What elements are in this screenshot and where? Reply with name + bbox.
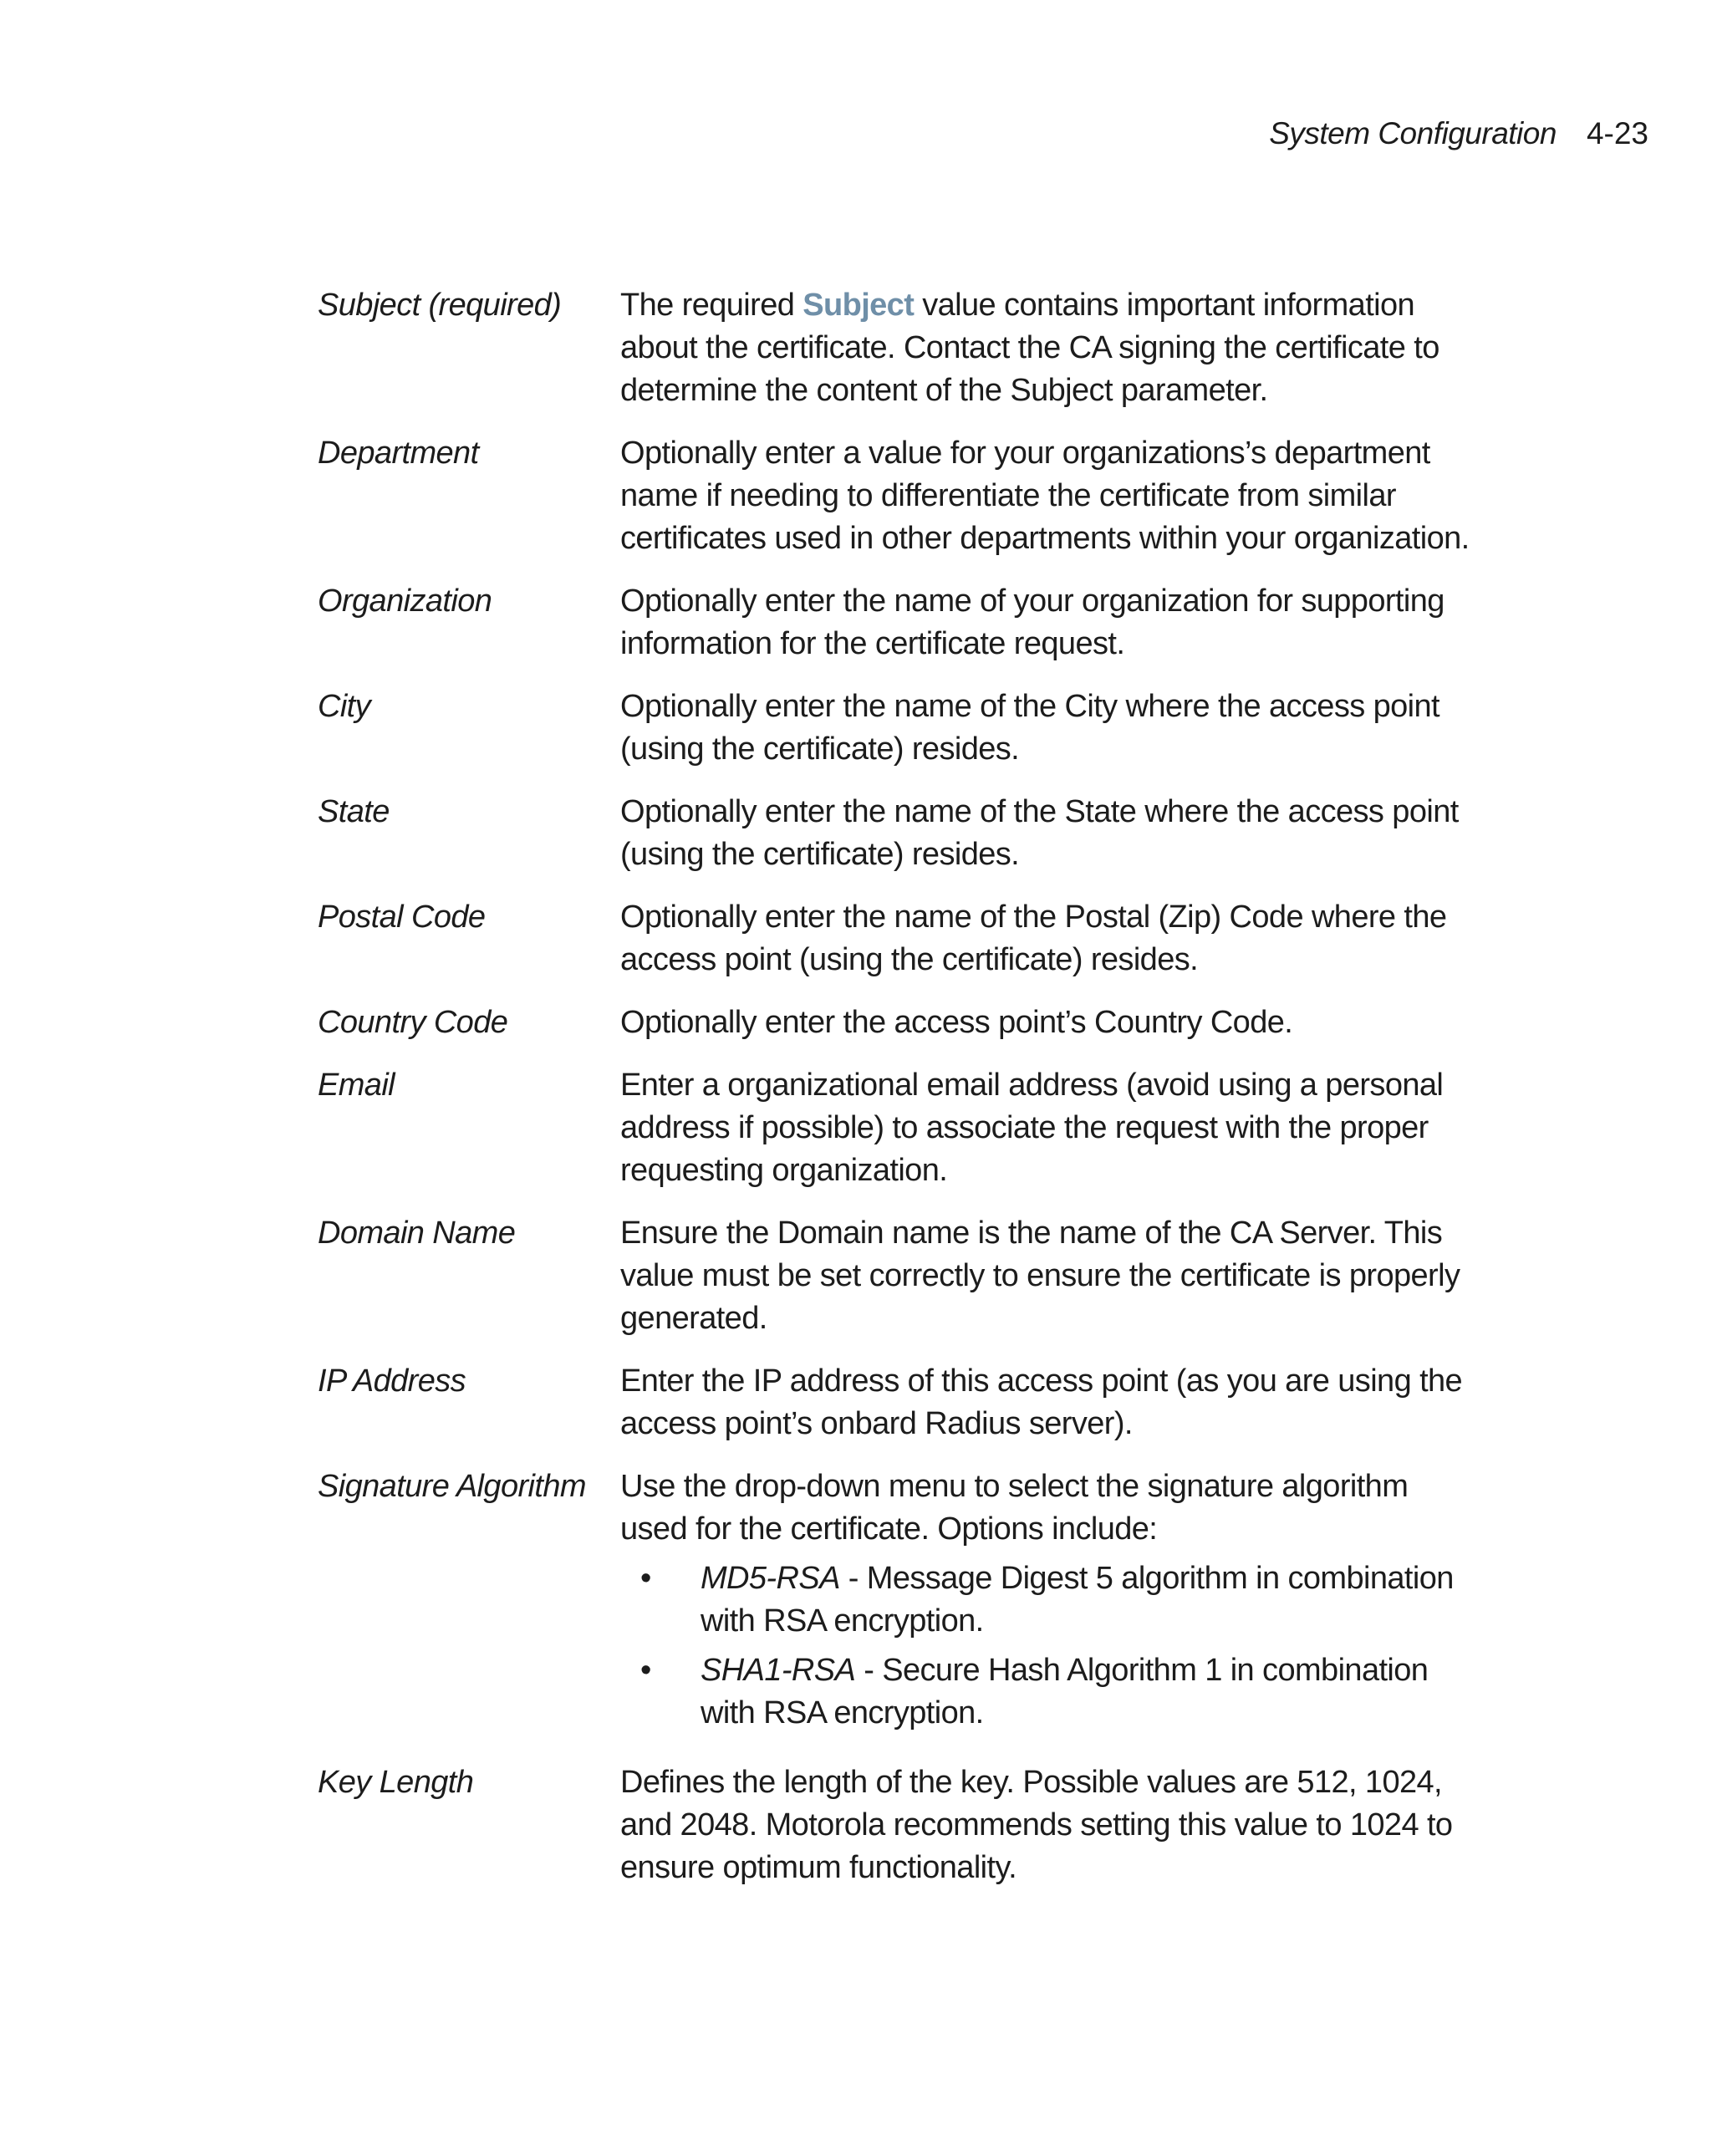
desc-text: The required (620, 288, 803, 323)
param-row-country-code (318, 1002, 1471, 1044)
option-name: SHA1-RSA (701, 1653, 856, 1688)
option-text: - Secure Hash Algorithm 1 in combination with RSA encryption. (701, 1653, 1429, 1730)
param-description: Optionally enter the name of the Postal (Zip) Code where the access point (using the certificate) resides. (620, 900, 1447, 977)
param-row-key-length (318, 1761, 1471, 1889)
param-row-signature-algorithm (318, 1465, 1471, 1741)
param-description: Defines the length of the key. Possible values are 512, 1024, and 2048. Motorola recommends setting this value to 1024 to ensure optimum functionality. (620, 1765, 1453, 1885)
param-row-domain-name (318, 1212, 1471, 1340)
options-list (620, 1557, 1471, 1735)
param-description: Optionally enter the name of the City where the access point (using the certificate) resides. (620, 689, 1439, 767)
param-term: Signature Algorithm (318, 1469, 586, 1504)
param-description (620, 1465, 1471, 1741)
param-term: IP Address (318, 1363, 466, 1399)
section-title: System Configuration (1269, 116, 1557, 150)
param-description: Optionally enter the name of your organization for supporting information for the certificate request. (620, 584, 1444, 661)
param-term: Subject (required) (318, 288, 562, 323)
bullet-icon: • (640, 1653, 651, 1688)
param-term: City (318, 689, 371, 724)
option-text: - Message Digest 5 algorithm in combination with RSA encryption. (701, 1561, 1454, 1639)
subject-highlight: Subject (802, 288, 915, 323)
param-row-organization (318, 580, 1471, 665)
param-description: Ensure the Domain name is the name of the CA Server. This value must be set correctly to ensure the certificate is properly generated. (620, 1216, 1460, 1336)
param-term: Email (318, 1068, 395, 1103)
param-description: Optionally enter the name of the State where the access point (using the certificate) resides. (620, 794, 1459, 872)
option-name: MD5-RSA (701, 1561, 840, 1596)
param-term: State (318, 794, 390, 829)
param-row-subject (318, 284, 1471, 412)
param-row-department (318, 432, 1471, 560)
desc-text: Use the drop-down menu to select the signature algorithm used for the certificate. Options include: (620, 1469, 1409, 1547)
param-row-ip-address (318, 1360, 1471, 1445)
running-header (1269, 114, 1648, 154)
param-term: Domain Name (318, 1216, 516, 1251)
param-description: Enter a organizational email address (avoid using a personal address if possible) to associate the request with the proper requesting organization. (620, 1068, 1444, 1188)
option-md5-rsa (620, 1557, 1471, 1643)
param-row-postal-code (318, 896, 1471, 981)
param-description: Optionally enter the access point’s Country Code. (620, 1005, 1293, 1040)
param-description: Enter the IP address of this access point (as you are using the access point’s onbard Radius server). (620, 1363, 1463, 1441)
param-description (620, 284, 1471, 412)
param-description: Optionally enter a value for your organizations’s department name if needing to differentiate the certificate from similar certificates used in other departments within your organization. (620, 436, 1470, 556)
bullet-icon: • (640, 1561, 651, 1596)
param-row-state (318, 791, 1471, 876)
param-row-email (318, 1064, 1471, 1192)
param-term: Organization (318, 584, 492, 619)
param-term: Key Length (318, 1765, 474, 1800)
option-sha1-rsa (620, 1649, 1471, 1735)
param-term: Department (318, 436, 479, 471)
param-term: Postal Code (318, 900, 486, 935)
parameter-table (318, 284, 1471, 1909)
param-row-city (318, 686, 1471, 771)
desc-text: value contains important information about the certificate. Contact the CA signing the certificate to determine the content of the Subject parameter. (620, 288, 1439, 408)
param-term: Country Code (318, 1005, 508, 1040)
page-number: 4-23 (1586, 116, 1648, 150)
